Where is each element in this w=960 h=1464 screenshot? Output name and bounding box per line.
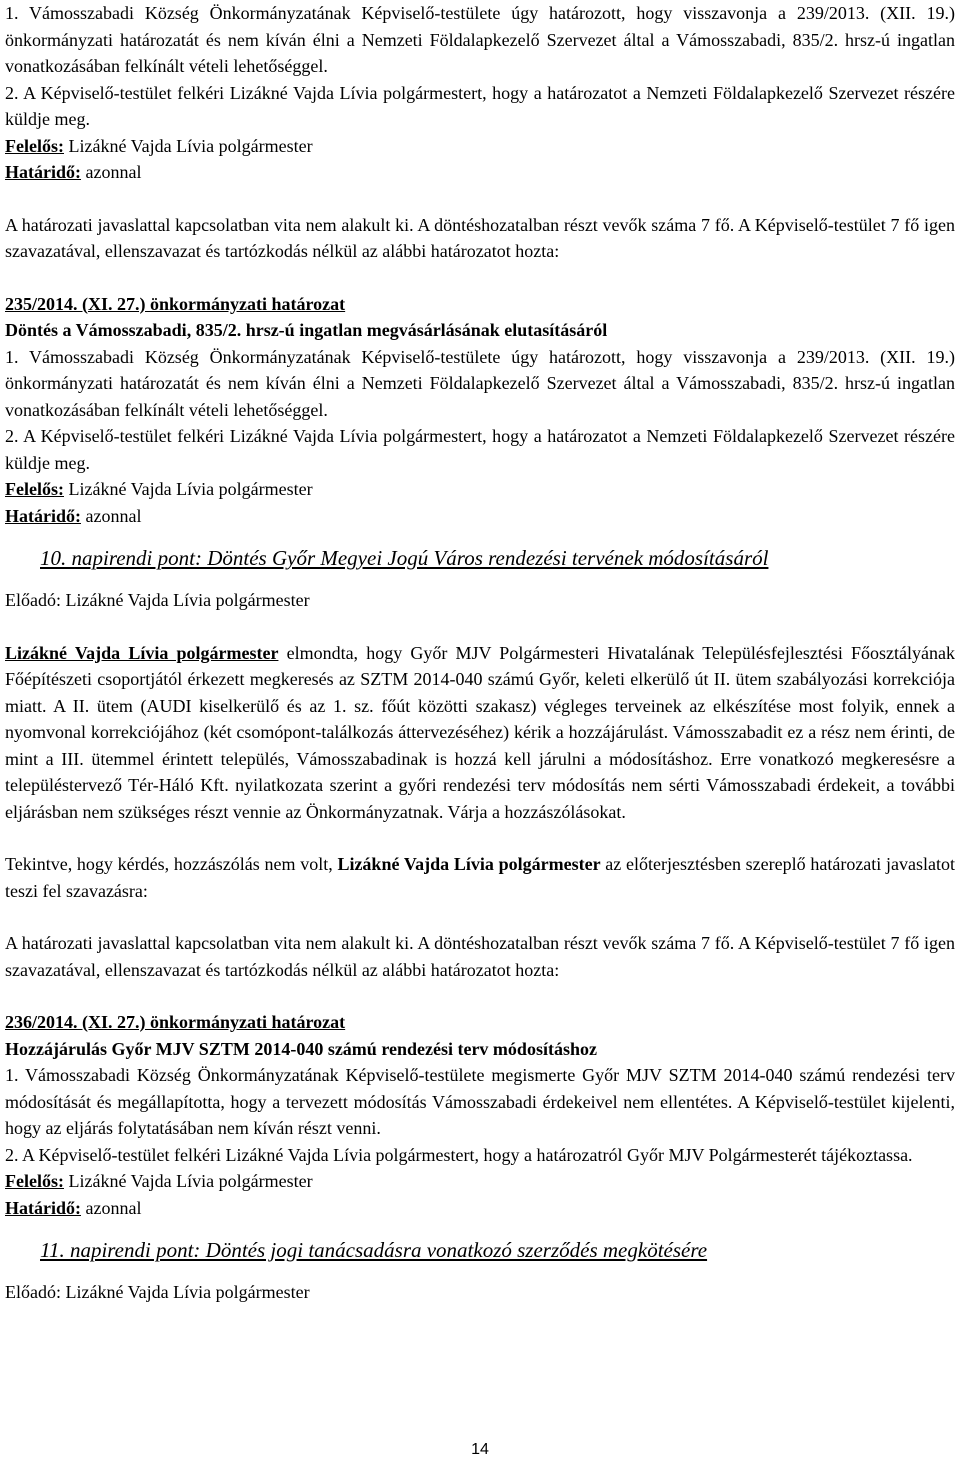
agenda-10-speaker: Lizákné Vajda Lívia polgármester (5, 642, 279, 663)
responsible-label: Felelős: (5, 1171, 64, 1191)
responsible-value: Lizákné Vajda Lívia polgármester (68, 135, 313, 156)
vote-text-1: A határozati javaslattal kapcsolatban vita nem alakult ki. A döntéshozatalban részt vevők száma 7 fő. A Képviselő-testület 7 fő igen szavazatával, ellenszavazat és tartózkodás nélkül az alábbi határozatot hozta: (5, 214, 955, 261)
responsible-line (5, 133, 955, 160)
deadline-line (5, 159, 955, 186)
resolution-235-item1: 1. Vámosszabadi Község Önkormányzatának Képviselő-testülete úgy határozott, hogy visszavonja a 239/2013. (XII. 19.) önkormányzati határozatát és nem kíván élni a Nemzeti Földalapkezelő Szervezet által a Vámosszabadi, 835/2. hrsz-ú ingatlan vonatkozásában felkínált vételi lehetőséggel. (5, 346, 955, 420)
deadline-value: azonnal (85, 505, 142, 526)
page-number: 14 (471, 1441, 489, 1458)
responsible-value: Lizákné Vajda Lívia polgármester (68, 479, 313, 499)
deadline-label: Határidő: (5, 505, 81, 526)
vote-text-2: A határozati javaslattal kapcsolatban vita nem alakult ki. A döntéshozatalban részt vevők száma 7 fő. A Képviselő-testület 7 fő igen szavazatával, ellenszavazat és tartózkodás nélkül az alábbi határozatot hozta: (5, 933, 955, 980)
resolution-236-number: 236/2014. (XI. 27.) önkormányzati határozat (5, 1012, 346, 1032)
deadline-value: azonnal (85, 1197, 142, 1218)
agenda-10-speech-text: elmondta, hogy Győr MJV Polgármesteri Hivatalának Településfejlesztési Főosztályának Főépítészeti csoportjától érkezett megkeresés az SZTM 2014-040 számú Győr, keleti elkerülő út II. ütem szabályozási korrekciója miatt. A II. ütem (AUDI kiselkerülő és az 1. sz. főút közötti szakasz) végleges terveinek az elkészítése most folyik, ennek a nyomvonal korrekciójához (két csomópont-találkozás áttervezéséhez) kérik a hozzájárulást. Vámosszabadit ez a rész nem érinti, de mint a III. ütemmel érintett település, Vámosszabadinak is hozzá kell járulni a módosításhoz. Erre vonatkozó megkeresésre a településtervező Tér-Háló Kft. nyilatkozata szerint a győri rendezési terv módosítás nem sérti Vámosszabadi érdekeit, a további eljárásban nem szükséges részt vennie az Önkormányzatnak. Várja a hozzászólásokat. (5, 642, 955, 822)
resolution-236-item1: 1. Vámosszabadi Község Önkormányzatának Képviselő-testülete megismerte Győr MJV SZTM 2014-040 számú rendezési terv módosítását és megállapította, hogy a tervezett módosítás Vámosszabadi érdekeivel nem ellentétes. A Képviselő-testület kijelenti, hogy az eljárás folytatásában nem kíván részt venni. (5, 1065, 955, 1138)
agenda-11-presenter: Előadó: Lizákné Vajda Lívia polgármester (5, 1282, 310, 1302)
agenda-10-presenter: Előadó: Lizákné Vajda Lívia polgármester (5, 590, 310, 610)
resolution-235-number: 235/2014. (XI. 27.) önkormányzati határozat (5, 293, 346, 314)
resolution-236-item2: 2. A Képviselő-testület felkéri Lizákné Vajda Lívia polgármestert, hogy a határozatról Győr MJV Polgármesterét tájékoztassa. (5, 1144, 913, 1165)
deadline-label: Határidő: (5, 1197, 81, 1218)
responsible-label: Felelős: (5, 135, 64, 156)
responsible-value: Lizákné Vajda Lívia polgármester (68, 1171, 313, 1191)
agenda-11-heading: 11. napirendi pont: Döntés jogi tanácsadásra vonatkozó szerződés megkötésére (40, 1238, 708, 1262)
responsible-line (5, 476, 955, 503)
resolution-235-title: Döntés a Vámosszabadi, 835/2. hrsz-ú ingatlan megvásárlásának elutasításáról (5, 320, 608, 340)
responsible-line (5, 1168, 955, 1195)
agenda-10-proposal: Tekintve, hogy kérdés, hozzászólás nem volt, Lizákné Vajda Lívia polgármester az előterjesztésben szereplő határozati javaslatot teszi fel szavazásra: (5, 854, 955, 901)
agenda-10-speech (5, 640, 955, 826)
deadline-label: Határidő: (5, 162, 81, 182)
block1-item2: 2. A Képviselő-testület felkéri Lizákné Vajda Lívia polgármestert, hogy a határozatot a Nemzeti Földalapkezelő Szervezet részére küldje meg. (5, 82, 955, 129)
deadline-line (5, 1195, 955, 1222)
deadline-line (5, 503, 955, 530)
block1-item1: 1. Vámosszabadi Község Önkormányzatának Képviselő-testülete úgy határozott, hogy visszavonja a 239/2013. (XII. 19.) önkormányzati határozatát és nem kíván élni a Nemzeti Földalapkezelő Szervezet által a Vámosszabadi, 835/2. hrsz-ú ingatlan vonatkozásában felkínált vételi lehetőséggel. (5, 3, 955, 76)
deadline-value: azonnal (85, 162, 142, 182)
resolution-236-title: Hozzájárulás Győr MJV SZTM 2014-040 számú rendezési terv módosításhoz (5, 1038, 597, 1059)
agenda-10-proposal-name: Lizákné Vajda Lívia polgármester (337, 854, 601, 874)
responsible-label: Felelős: (5, 479, 64, 499)
agenda-10-heading: 10. napirendi pont: Döntés Győr Megyei Jogú Város rendezési tervének módosításáról (40, 546, 769, 570)
resolution-235-item2: 2. A Képviselő-testület felkéri Lizákné Vajda Lívia polgármestert, hogy a határozatot a Nemzeti Földalapkezelő Szervezet részére küldje meg. (5, 426, 955, 473)
